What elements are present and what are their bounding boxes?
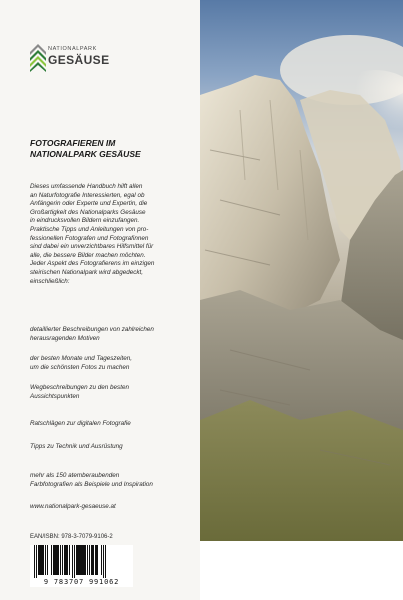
bottom-margin <box>200 541 403 600</box>
list-item-line: Aussichtspunkten <box>30 392 80 400</box>
barcode-bar <box>80 545 82 575</box>
barcode-bar <box>84 545 86 575</box>
barcode-bar <box>89 545 90 575</box>
barcode-bar <box>51 545 52 575</box>
barcode-bar <box>97 545 98 575</box>
barcode-bar <box>42 545 44 575</box>
barcode-bar <box>45 545 46 575</box>
text-line: Anfängerin oder Experte und Expertin, die <box>30 200 148 208</box>
text-line: an Naturfotografie Interessierten, egal ob <box>30 191 145 199</box>
barcode-bar <box>76 545 78 575</box>
barcode-bar <box>72 545 73 579</box>
list-item <box>30 420 195 429</box>
barcode-bar <box>87 545 88 575</box>
barcode-bar <box>69 545 70 575</box>
list-item-line: Farbfotografien als Beispiele und Inspiration <box>30 480 153 488</box>
list-item <box>30 384 195 401</box>
list-item-line: Wegbeschreibungen zu den besten <box>30 384 129 391</box>
text-line: einschließlich: <box>30 277 70 285</box>
isbn-text: EAN/ISBN: 978-3-7079-9106-2 <box>30 534 113 540</box>
barcode-bar <box>40 545 42 575</box>
text-line: alle, die bessere Bilder machen möchten. <box>30 251 146 259</box>
barcode-bar <box>105 545 106 579</box>
text-line: Großartigkeit des Nationalparks Gesäuse <box>30 208 146 216</box>
list-item-line: der besten Monate und Tageszeiten, <box>30 355 132 362</box>
barcode-bar <box>82 545 84 575</box>
barcode-bar <box>95 545 97 575</box>
heading-line: FOTOGRAFIEREN IM <box>30 138 116 148</box>
barcode-bar <box>64 545 66 575</box>
mountain-photo <box>200 0 403 541</box>
logo-text-nationalpark: NATIONALPARK <box>48 46 97 52</box>
barcode-bar <box>62 545 63 575</box>
text-line: Dieses umfassende Handbuch hilft allen <box>30 183 143 190</box>
list-item-line: Ratschlägen zur digitalen Fotografie <box>30 420 131 427</box>
heading-line: NATIONALPARK GESÄUSE <box>30 149 141 159</box>
logo-text-gesaeuse: GESÄUSE <box>48 53 110 67</box>
barcode <box>30 545 133 587</box>
list-item <box>30 355 195 372</box>
barcode-bars-icon <box>30 545 133 579</box>
barcode-bar <box>74 545 75 579</box>
list-item-line: Tipps zu Technik und Ausrüstung <box>30 443 123 450</box>
barcode-bar <box>66 545 68 575</box>
barcode-bar <box>60 545 61 575</box>
barcode-bar <box>57 545 59 575</box>
text-line: sind dabei ein unverzichtbares Hilfsmittel für <box>30 243 154 251</box>
barcode-bar <box>36 545 37 579</box>
barcode-bar <box>91 545 93 575</box>
nationalpark-logo <box>28 40 118 80</box>
text-line: in eindrucksvollen Bildern einzufangen. <box>30 217 140 225</box>
barcode-bar <box>78 545 80 575</box>
barcode-bar <box>38 545 40 575</box>
text-line: Praktische Tipps und Anleitungen von pro- <box>30 225 149 233</box>
barcode-digits: 9 783707 991062 <box>30 578 133 586</box>
barcode-bar <box>103 545 104 579</box>
text-line: steirischen Nationalpark wird abgedeckt, <box>30 268 144 276</box>
list-item <box>30 472 195 489</box>
list-item-line: herausragenden Motiven <box>30 334 100 342</box>
barcode-bar <box>53 545 55 575</box>
barcode-bar <box>101 545 102 575</box>
barcode-bar <box>34 545 35 579</box>
list-item-line: mehr als 150 atemberaubenden <box>30 472 120 479</box>
mountain-stripes-icon <box>28 40 48 72</box>
text-line: fessionellen Fotografen und Fotografinnen <box>30 234 149 242</box>
list-item <box>30 326 195 343</box>
cover-heading <box>30 138 195 160</box>
barcode-bar <box>47 545 48 575</box>
list-item-line: um die schönsten Fotos zu machen <box>30 363 130 371</box>
description-paragraph <box>30 183 195 286</box>
list-item <box>30 443 195 452</box>
barcode-bar <box>93 545 94 575</box>
text-line: Jeder Aspekt des Fotografierens im einzigen <box>30 260 155 268</box>
text-panel <box>0 0 200 600</box>
list-item-line: detaillierter Beschreibungen von zahlreichen <box>30 326 154 333</box>
website-link[interactable]: www.nationalpark-gesaeuse.at <box>30 503 116 510</box>
mountain-illustration <box>200 0 403 541</box>
barcode-bar <box>55 545 57 575</box>
